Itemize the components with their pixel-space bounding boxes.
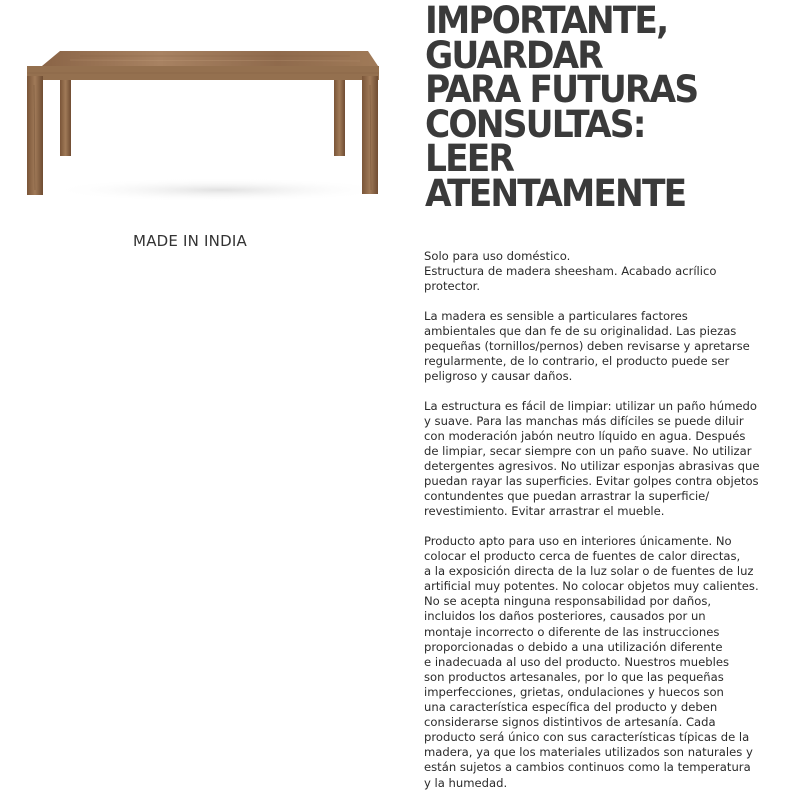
text-line: artificial muy potentes. No colocar objetos muy calientes. bbox=[424, 579, 759, 594]
text-line: No se acepta ninguna responsabilidad por daños, bbox=[424, 594, 712, 609]
headline-line: ATENTAMENTE bbox=[425, 171, 686, 215]
text-line: La estructura es fácil de limpiar: utilizar un paño húmedo bbox=[424, 398, 757, 413]
text-line: de limpiar, secar siempre con un paño suave. No utilizar bbox=[424, 444, 752, 459]
text-line: producto será único con sus características típicas de la bbox=[424, 730, 750, 745]
text-line: pequeñas (tornillos/pernos) deben revisarse y apretarse bbox=[424, 338, 750, 353]
text-line: regularmente, de lo contrario, el producto puede ser bbox=[424, 354, 730, 369]
made-in-label: MADE IN INDIA bbox=[133, 232, 247, 250]
text-line: con moderación jabón neutro líquido en agua. Después bbox=[424, 428, 746, 443]
text-line: una característica específica del producto y deben bbox=[424, 700, 718, 715]
text-line: protector. bbox=[424, 279, 481, 294]
text-line: revestimiento. Evitar arrastrar el mueble. bbox=[424, 504, 665, 519]
text-line: e inadecuada al uso del producto. Nuestros muebles bbox=[424, 654, 729, 669]
headline-line: LEER bbox=[425, 137, 514, 180]
text-line: considerarse signos distintivos de artesanía. Cada bbox=[424, 715, 716, 730]
text-line: están sujetos a cambios continuos como la temperatura bbox=[424, 760, 751, 775]
text-line: Producto apto para uso en interiores únicamente. No bbox=[424, 534, 732, 548]
text-line: La madera es sensible a particulares factores bbox=[424, 308, 688, 323]
text-line: peligroso y causar daños. bbox=[424, 369, 573, 384]
cleaning-paragraph bbox=[424, 399, 770, 520]
text-line: ambientales que dan fe de su originalidad. Las piezas bbox=[424, 323, 737, 338]
text-line: imperfecciones, grietas, ondulaciones y huecos son bbox=[424, 684, 724, 699]
care-instructions bbox=[424, 249, 770, 805]
headline-line: CONSULTAS: bbox=[425, 102, 645, 146]
wood-sensitivity-paragraph bbox=[424, 309, 770, 384]
text-line: madera, ya que los materiales utilizados son naturales y bbox=[424, 745, 753, 760]
headline-line: PARA FUTURAS bbox=[425, 68, 698, 111]
text-line: Estructura de madera sheesham. Acabado acrílico bbox=[424, 264, 717, 279]
text-line: colocar el producto cerca de fuentes de calor directas, bbox=[424, 549, 741, 564]
text-line: y la humedad. bbox=[424, 775, 508, 790]
wooden-table-image bbox=[20, 40, 390, 210]
text-line: puedan rayar las superficies. Evitar golpes contra objetos bbox=[424, 474, 759, 489]
text-line: proporcionadas o debido a una utilización diferente bbox=[424, 639, 723, 654]
text-line: montaje incorrecto o diferente de las instrucciones bbox=[424, 624, 720, 639]
headline-line: GUARDAR bbox=[425, 33, 602, 77]
usage-paragraph bbox=[424, 249, 770, 294]
text-line: Solo para uso doméstico. bbox=[424, 249, 571, 263]
text-line: incluidos los daños posteriores, causados por un bbox=[424, 609, 706, 624]
text-line: contundentes que puedan arrastrar la superficie/ bbox=[424, 489, 710, 504]
text-line: son productos artesanales, por lo que las pequeñas bbox=[424, 669, 724, 684]
text-line: a la exposición directa de la luz solar o de fuentes de luz bbox=[424, 564, 754, 579]
headline-line: IMPORTANTE, bbox=[425, 0, 668, 42]
text-line: detergentes agresivos. No utilizar esponjas abrasivas que bbox=[424, 459, 760, 474]
important-notice-headline bbox=[425, 0, 769, 215]
text-line: y suave. Para las manchas más difíciles se puede diluir bbox=[424, 413, 744, 428]
indoor-use-paragraph bbox=[424, 534, 770, 791]
